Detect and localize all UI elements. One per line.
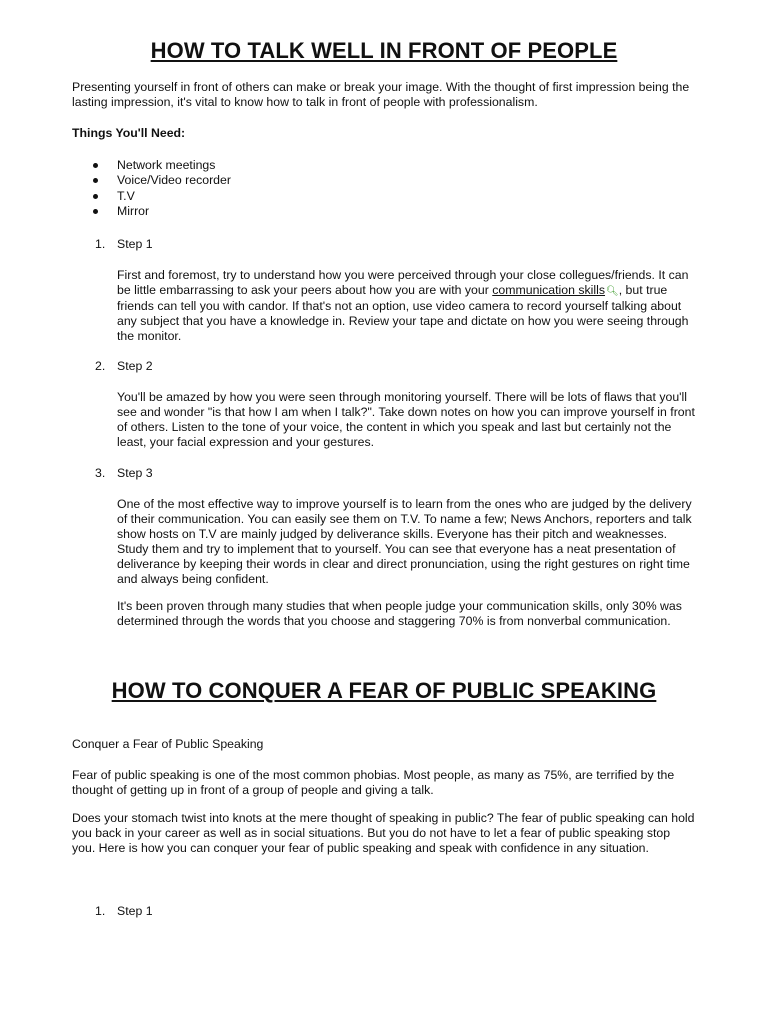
step-3-text: One of the most effective way to improve yourself is to learn from the ones who are judged by the delivery of their communication. You can easily see them on T.V. To name a few; News Anchors, reporters and talk show hosts on T.V are mainly judged by deliverance skills. Everyone has their pitch and weaknesses. Study them and try to implement that to yourself. You can see that everyone has a neat presentation of deliverance by keeping their words in clear and direct pronunciation, using the right gestures on right time and always being confident. [117, 497, 692, 586]
fear-paragraph-2: Does your stomach twist into knots at the mere thought of speaking in public? The fear of public speaking can hold you back in your career as well as in social situations. But you do not have to let a fear of public speaking stop you. Here is how you can conquer your fear of public speaking and speak with confidence in any situation. [72, 811, 695, 855]
step-1-heading [95, 237, 153, 252]
fear-paragraph-1: Fear of public speaking is one of the most common phobias. Most people, as many as 75%, are terrified by the thought of getting up in front of a group of people and giving a talk. [72, 768, 675, 797]
step-number: 2. [95, 359, 106, 373]
step-1-text [117, 268, 697, 344]
step-number: 1. [95, 237, 106, 251]
step-2-heading [95, 359, 153, 374]
list-item: T.V [93, 189, 231, 204]
list-item: Mirror [93, 204, 231, 219]
needs-list [93, 158, 231, 219]
step-3-text-2: It's been proven through many studies that when people judge your communication skills, only 30% was determined through the words that you choose and staggering 70% is from nonverbal communication. [117, 599, 682, 628]
step-label: Step 3 [117, 466, 153, 480]
step-2-text: You'll be amazed by how you were seen through monitoring yourself. There will be lots of flaws that you'll see and wonder "is that how I am when I talk?". Take down notes on how you can improve yourself in front of others. Listen to the tone of your voice, the content in which you speak and last but certainly not the least, your facial expression and your gestures. [117, 390, 695, 449]
title-conquer-fear: HOW TO CONQUER A FEAR OF PUBLIC SPEAKING [111, 678, 657, 703]
step-1-text-start: First and foremost, try to understand how you were perceived through your close collegues/friends. It can be little embarrassing to ask your peers about how you are with your [117, 268, 689, 297]
fear-step-1-heading [95, 904, 153, 919]
step-number: 1. [95, 904, 106, 918]
step-1-text-end: , but true friends can tell you with candor. If that's not an option, use video camera to record yourself talking about any subject that you have a knowledge in. Review your tape and dictate on how you were seeing through the monitor. [117, 283, 689, 343]
step-label: Step 1 [117, 237, 153, 251]
title-talk-well: HOW TO TALK WELL IN FRONT OF PEOPLE [150, 38, 618, 63]
list-item: Voice/Video recorder [93, 173, 231, 188]
step-3-heading [95, 466, 153, 481]
magnifier-icon[interactable]: 🔍︎ [606, 286, 619, 297]
step-number: 3. [95, 466, 106, 480]
subtitle-conquer-fear: Conquer a Fear of Public Speaking [72, 737, 264, 751]
step-label: Step 1 [117, 904, 153, 918]
communication-skills-link[interactable]: communication skills [492, 283, 606, 297]
step-label: Step 2 [117, 359, 153, 373]
intro-paragraph: Presenting yourself in front of others can make or break your image. With the thought of first impression being the lasting impression, it's vital to know how to talk in front of people with professionalism. [72, 80, 690, 109]
needs-heading: Things You'll Need: [72, 126, 186, 140]
list-item: Network meetings [93, 158, 231, 173]
